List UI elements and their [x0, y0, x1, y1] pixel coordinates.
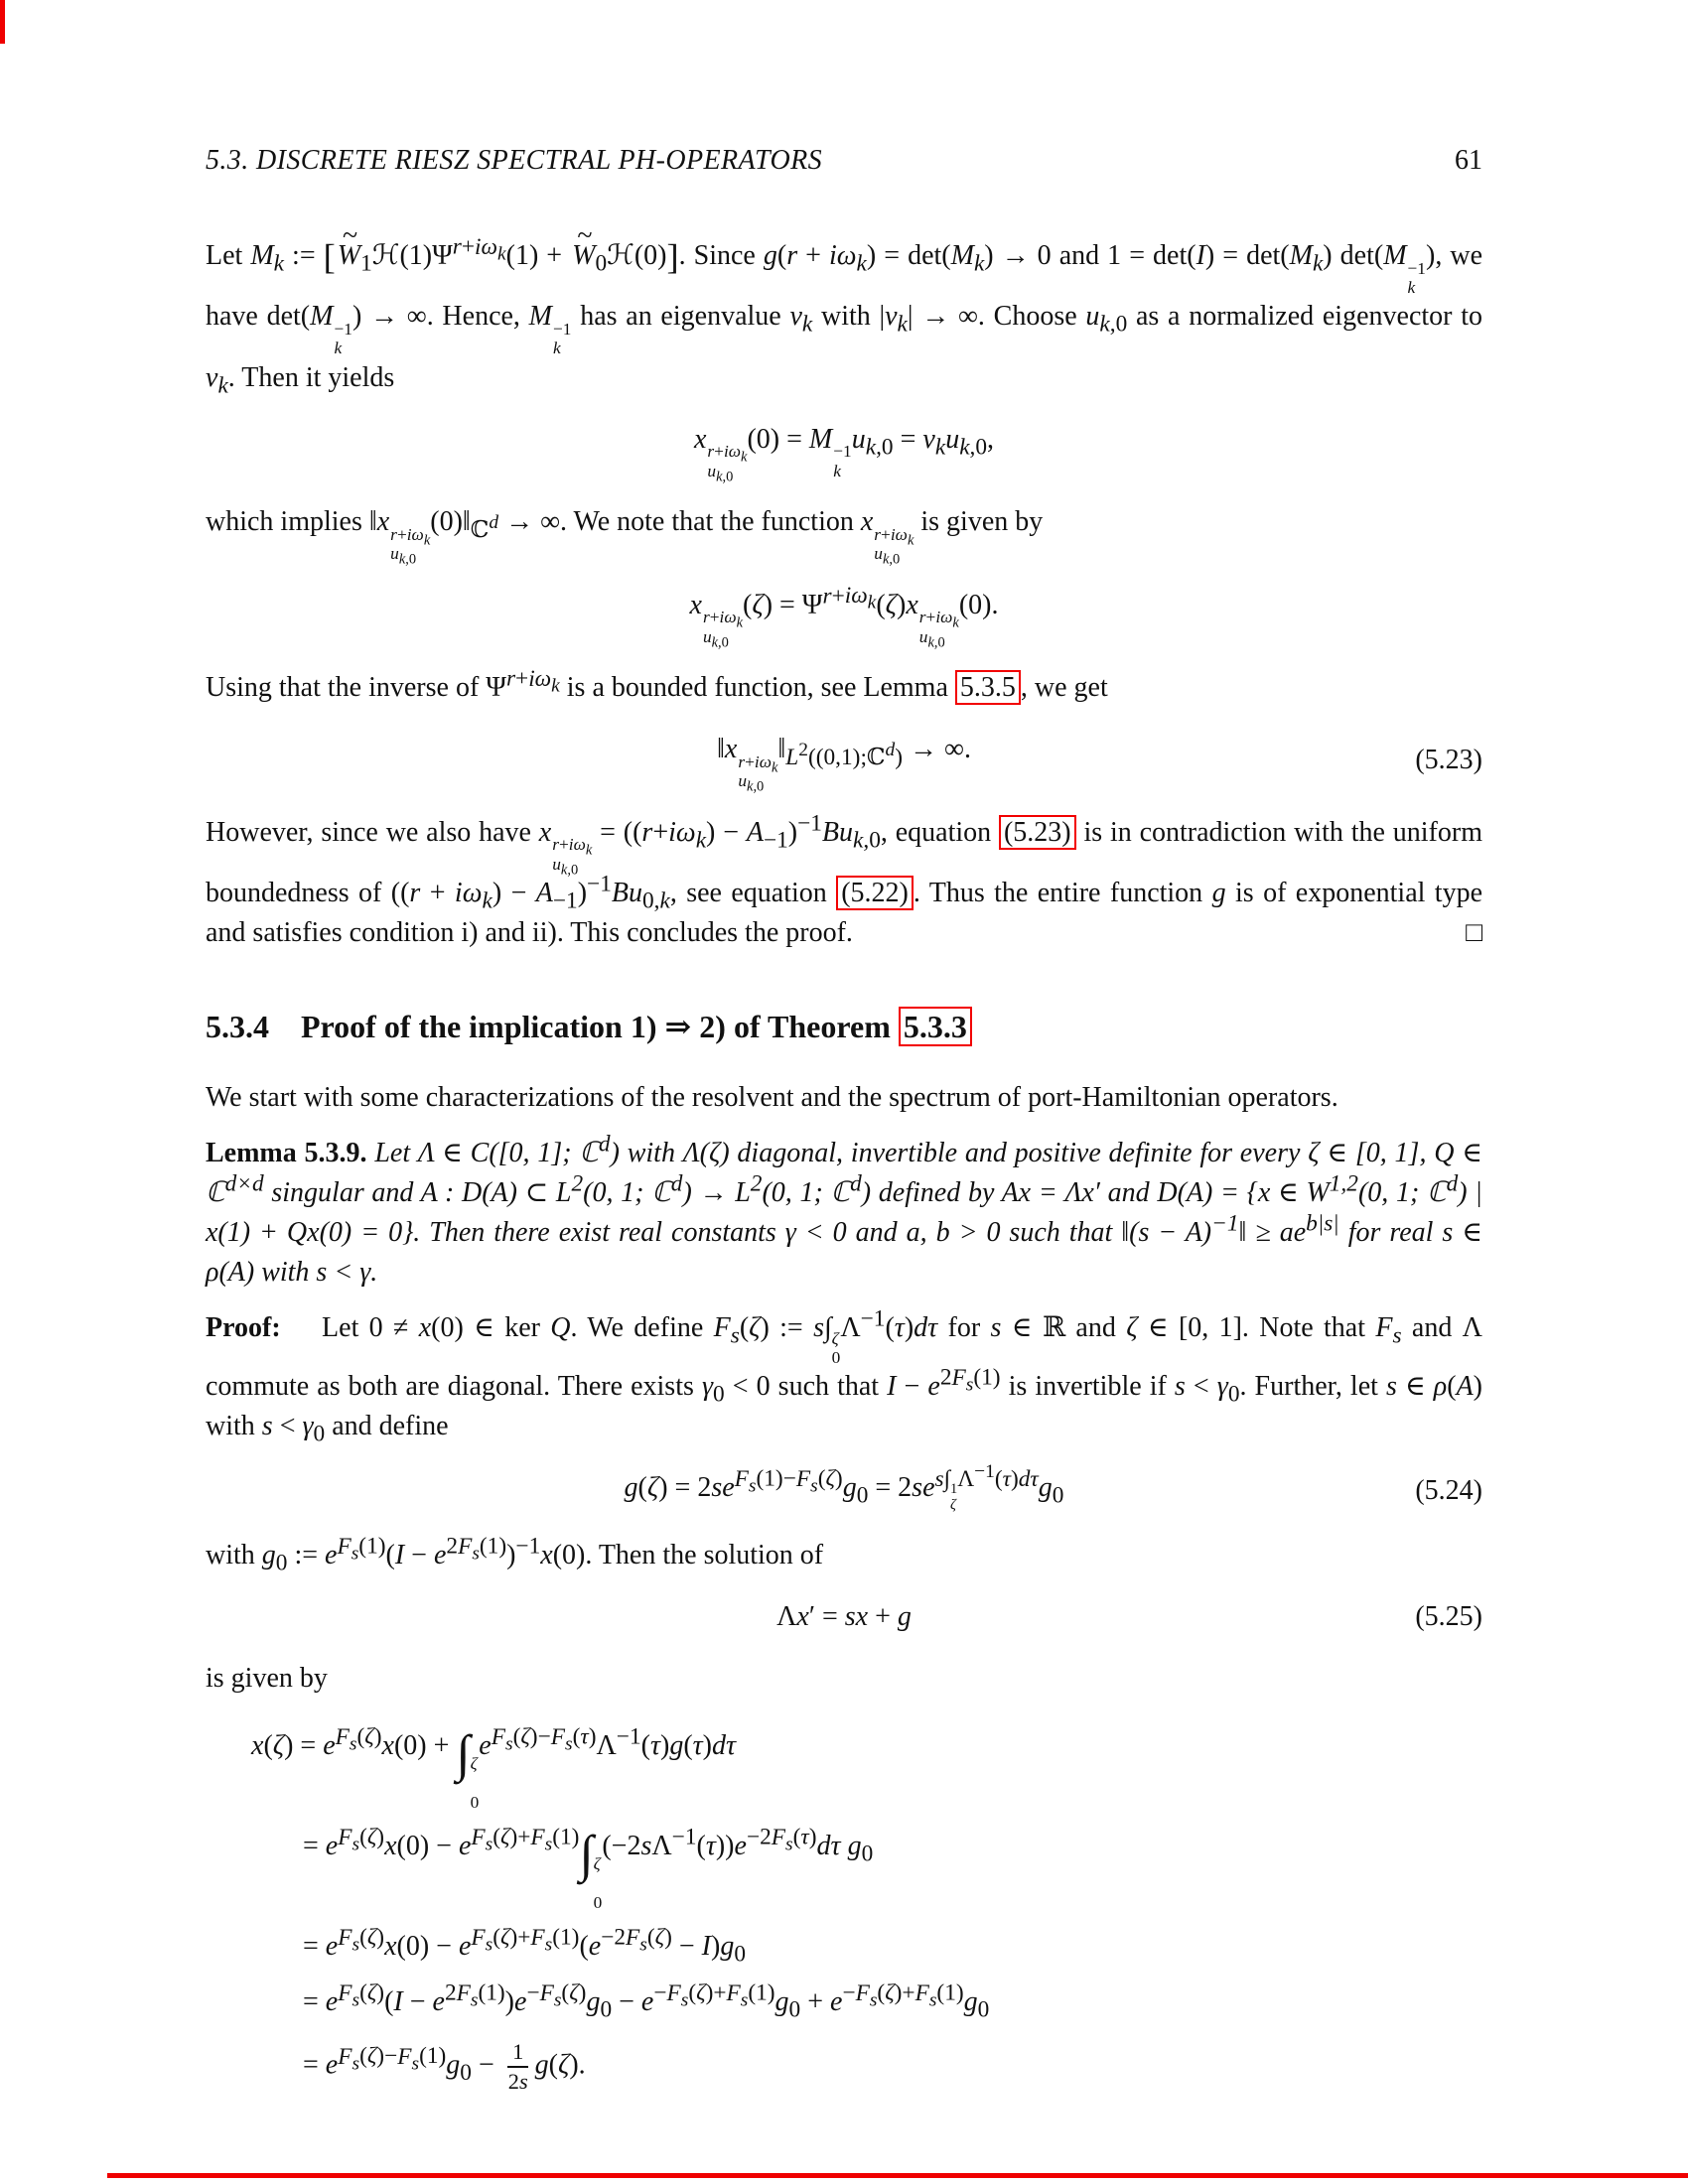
- paragraph-which-implies: which implies ‖x $r+i\omega_k$ $u_{k,0}$ $(0)‖_{ℂ^d}$ → ∞. We note that the function x $r+i\omega_k$ $u_{k,0}$ is given by: [206, 506, 1044, 568]
- paragraph-however-contradiction: However, since we also have x $r+i\omega_k$ $u_{k,0}$ = $((r+i\omega_k) - A_{-1})^{-1}Bu_{k,0}$, equation (5.23) is in contradiction with the uniform boundedness of $((r + i\omega_k) - A_{-1})^{-1}Bu_{0,k}$, see equation (5.22) . Thus the entire function g is of exponential type and satisfies condition i) and ii). This concludes the proof. □: [206, 813, 1482, 953]
- paragraph-using-inverse: Using that the inverse of $\Psi^{r+i\omega_k}$ is a bounded function, see Lemma 5.3.5 , we get: [206, 665, 1108, 704]
- equation-solution-derivation: [251, 1723, 1482, 2096]
- equation-x-zeta: x $r+i\omega_k$ $u_{k,0}$ $(\zeta) = \Psi^{r+i\omega_k}(\zeta)x$ $r+i\omega_k$ $u_{k,0}$ (0).: [689, 583, 999, 651]
- equation-eigenvector: x $r+i\omega_k$ $u_{k,0}$ (0) = M −1 k $u_{k,0} = \nu_ku_{k,0}$,: [693, 423, 995, 485]
- paragraph-is-given-by: is given by: [206, 1663, 328, 1695]
- derivation-line-3: = $e^{F_s(\zeta)}x(0) - e^{F_s(\zeta)+F_s(1)}(e^{-2F_s(\zeta)} - I)g_0$: [303, 1925, 746, 1969]
- paragraph-with-g0: with $g_0$ := $e^{F_s(1)}(I - e^{2F_s(1)})^{-1}x(0)$. Then the solution of: [206, 1533, 824, 1576]
- equation-5-25: Λx′ = sx + g (5.25): [206, 1597, 1482, 1637]
- subsection-heading-5-3-4: 5.3.4 Proof of the implication 1) ⇒ 2) of Theorem 5.3.3: [206, 1007, 1482, 1048]
- qed-box: □: [1466, 916, 1482, 948]
- derivation-line-1: $x(\zeta) = e^{F_s(\zeta)}x(0)$ + ∫ ζ 0 $e^{F_s(\zeta)-F_s(\tau)}\Lambda^{-1}(\tau)g(\tau)d\tau$: [251, 1723, 737, 1812]
- link-equation-5-22[interactable]: (5.22): [836, 876, 914, 910]
- equation-number-5-24: (5.24): [1415, 1475, 1482, 1507]
- red-edge-mark-left: [0, 0, 5, 44]
- running-header-title: 5.3. DISCRETE RIESZ SPECTRAL PH-OPERATORS: [206, 145, 822, 176]
- paragraph-we-start: We start with some characterizations of the resolvent and the spectrum of port-Hamiltonian operators.: [206, 1081, 1338, 1113]
- equation-5-23: ‖x $r+i\omega_k$ $u_{k,0}$ $‖_{L^2((0,1);ℂ^d)}$ → ∞. (5.23): [717, 734, 1482, 795]
- page-number: 61: [1455, 145, 1482, 176]
- equation-number-5-25: (5.25): [1415, 1601, 1482, 1633]
- link-lemma-5-3-5[interactable]: 5.3.5: [955, 670, 1021, 705]
- page-body: [206, 141, 1482, 2112]
- red-edge-mark-bottom: [107, 2173, 1688, 2178]
- derivation-line-4: = $e^{F_s(\zeta)}(I - e^{2F_s(1)})e^{-F_s(\zeta)}g_0 - e^{-F_s(\zeta)+F_s(1)}g_0 + e^{-F_s(\zeta)+F_s(1)}g_0$: [303, 1980, 990, 2024]
- link-equation-5-23[interactable]: (5.23): [999, 815, 1076, 850]
- lemma-5-3-9: Lemma 5.3.9. Let Λ ∈ C([0, 1]; ℂ$^d$) with Λ(ζ) diagonal, invertible and positive definite for every ζ ∈ [0, 1], Q ∈ ℂ$^{d\times d}$ singular and A : D(A) ⊂ $L^2(0$, 1; ℂ$^d$) → $L^2(0$, 1; ℂ$^d$) defined by Ax = Λx′ and D(A) = {x ∈ W$^{1,2}$(0, 1; ℂ$^d$) | x(1) + Qx(0) = 0}. Then there exist real constants γ < 0 and a, b > 0 such that ‖(s − A)$^{-1}$‖ ≥ $ae^{b|s|}$ for real s ∈ ρ(A) with s < γ.: [206, 1131, 1483, 1288]
- equation-number-5-23: (5.23): [1415, 744, 1482, 775]
- derivation-line-5: = $e^{F_s(\zeta)-F_s(1)}g_0$ − $\frac{1}{2s}$ g(ζ).: [303, 2039, 586, 2095]
- derivation-line-2: = $e^{F_s(\zeta)}x(0) - e^{F_s(\zeta)+F_s(1)}\int$ ζ 0 $(-2s\Lambda^{-1}(\tau))e^{-2F_s(\tau)}d\tau$ $g_0$: [303, 1824, 874, 1913]
- running-header: [206, 141, 1482, 181]
- link-theorem-5-3-3[interactable]: 5.3.3: [899, 1007, 972, 1046]
- paragraph-mk-definition: Let $M_k$ := [W $\sim_1ℋ(1)\Psi^{r+i\omega_k}(1) + W$ $\sim_0ℋ(0)$]. Since $g(r + i\omega_k) = \det(M_k) \to 0$ and $1 = \det(I) = \det(M_k)$ det(M −1 k ), we have det(M −1 k ) → ∞. Hence, M −1 k has an eigenvalue $\nu_k$ with $|\nu_k|$ → ∞. Choose $u_{k,0}$ as a normalized eigenvector to $\nu_k$. Then it yields: [206, 236, 1482, 398]
- equation-5-24: $g(\zeta) = 2se^{F_s(1)-F_s(\zeta)}g_0 = 2se^{s\int 1 \zeta \Lambda^{-1}(\tau)d\tau}g_0$ (5.24): [624, 1461, 1482, 1514]
- paragraph-proof-start: Proof: Let 0 ≠ x(0) ∈ ker Q. We define $F_s(\zeta)$ := s∫ ζ 0 $\Lambda^{-1}(\tau)d\tau$ for s ∈ ℝ and ζ ∈ [0, 1]. Note that $F_s$ and Λ commute as both are diagonal. There exists $\gamma_0 < 0$ such that $I - e^{2F_s(1)}$ is invertible if $s < \gamma_0$. Further, let s ∈ ρ(A) with $s < \gamma_0$ and define: [206, 1305, 1482, 1447]
